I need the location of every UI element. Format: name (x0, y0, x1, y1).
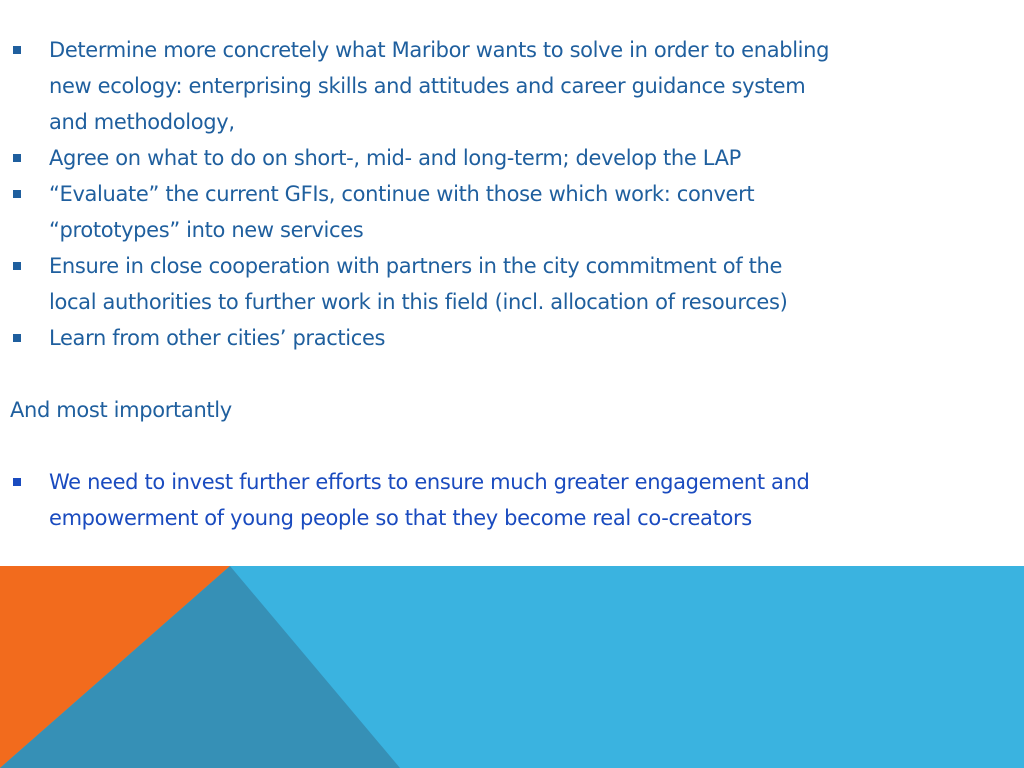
bullet-item-evaluate (10, 176, 1016, 248)
bullet-text-line: Learn from other cities’ practices (49, 326, 386, 350)
square-bullet-icon (13, 478, 21, 486)
bullet-list (10, 32, 1016, 356)
spacer (10, 428, 1016, 464)
subheading: And most importantly (10, 398, 232, 422)
bullet-text-line: Ensure in close cooperation with partners in the city commitment of the (49, 254, 783, 278)
square-bullet-icon (13, 190, 21, 198)
decorative-band (0, 566, 1024, 768)
bullet-text-line: new ecology: enterprising skills and attitudes and career guidance system (49, 74, 806, 98)
key-point-text-line: empowerment of young people so that they become real co-creators (49, 506, 752, 530)
bullet-item-ensure (10, 248, 1016, 320)
key-point-item (10, 464, 1016, 536)
square-bullet-icon (13, 46, 21, 54)
spacer (10, 356, 1016, 392)
bullet-text-line: local authorities to further work in this field (incl. allocation of resources) (49, 290, 788, 314)
bullet-text-line: Agree on what to do on short-, mid- and long-term; develop the LAP (49, 146, 741, 170)
bullet-text-line: “prototypes” into new services (49, 218, 364, 242)
bullet-item-determine (10, 32, 1016, 140)
bullet-text-line: and methodology, (49, 110, 235, 134)
bullet-item-agree (10, 140, 1016, 176)
bullet-text-line: Determine more concretely what Maribor wants to solve in order to enabling (49, 38, 830, 62)
key-point-list (10, 464, 1016, 536)
key-point-text-line: We need to invest further efforts to ensure much greater engagement and (49, 470, 810, 494)
square-bullet-icon (13, 154, 21, 162)
bullet-text-line: “Evaluate” the current GFIs, continue with those which work: convert (49, 182, 755, 206)
square-bullet-icon (13, 334, 21, 342)
bullet-item-learn (10, 320, 1016, 356)
slide-body (10, 32, 1016, 536)
square-bullet-icon (13, 262, 21, 270)
